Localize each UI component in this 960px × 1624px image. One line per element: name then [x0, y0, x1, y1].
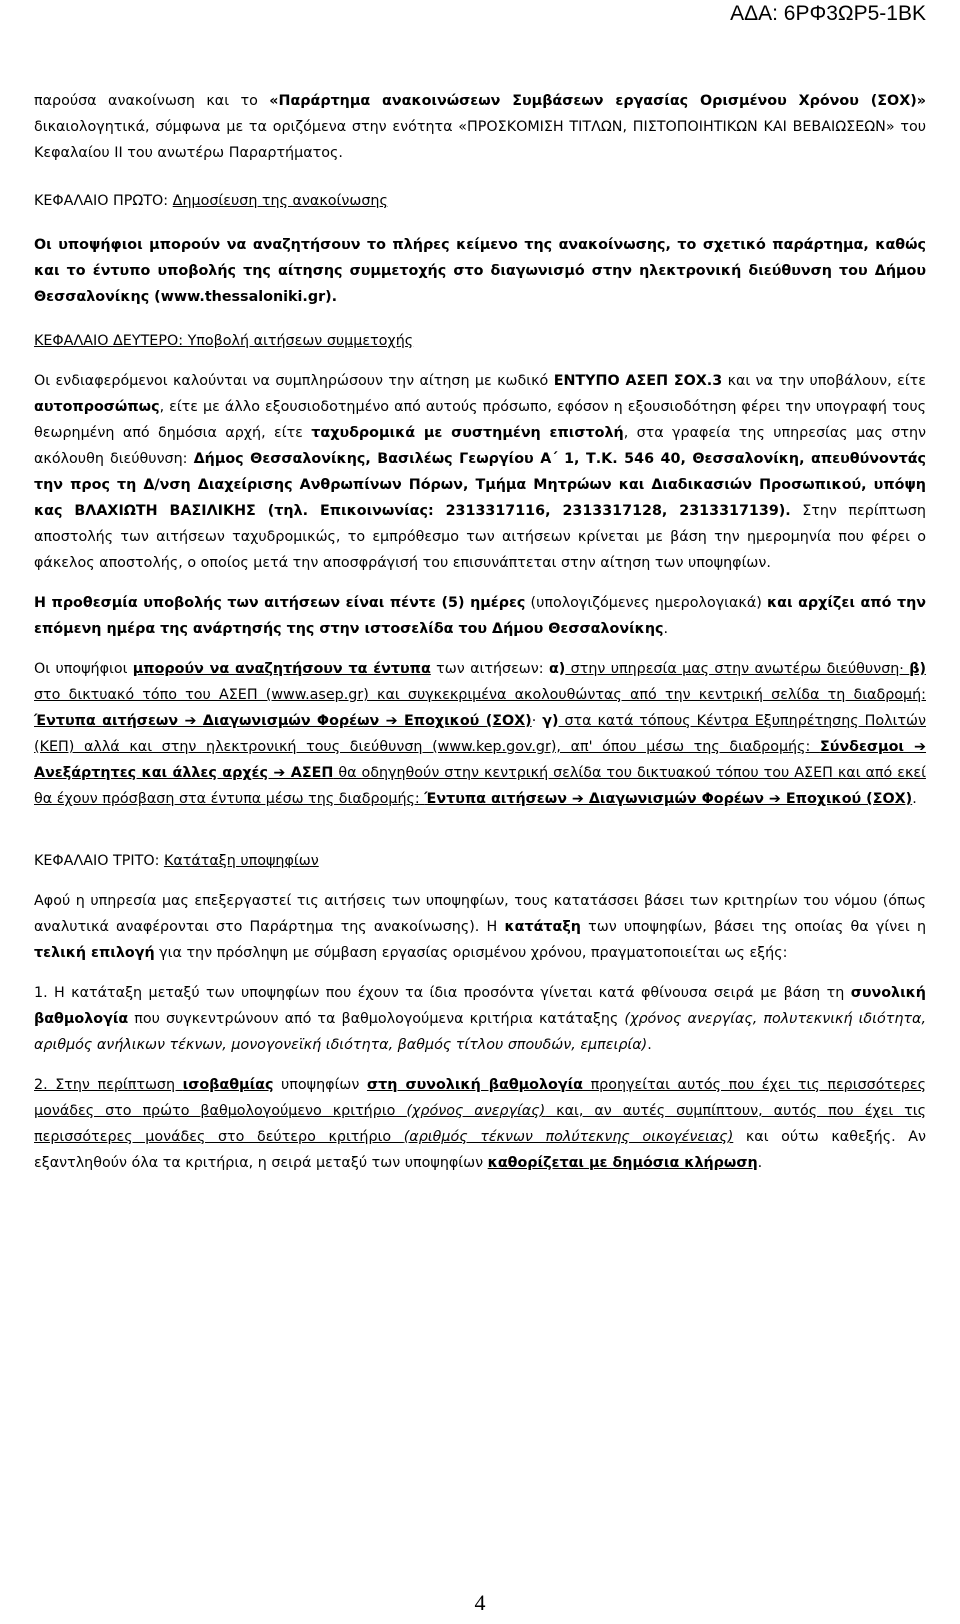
chapter-3-item-1: 1. Η κατάταξη μεταξύ των υποψηφίων που έχουν τα ίδια προσόντα γίνεται κατά φθίνουσα σειρά με βάση τη συνολική βαθμολογία που συγκεντρώνουν από τα βαθμολογούμενα κριτήρια κατάταξης (χρόνος ανεργίας, πολυτεκνική ιδιότητα, αριθμός ανήλικων τέκνων, μονογονεϊκή ιδιότητα, βαθμός τίτλου σπουδών, εμπειρία). — [34, 985, 926, 1053]
chapter-1-body: Οι υποψήφιοι μπορούν να αναζητήσουν το πλήρες κείμενο της ανακοίνωσης, το σχετικό παράρτημα, καθώς και το έντυπο υποβολής της αίτησης συμμετοχής στο διαγωνισμό στην ηλεκτρονική διεύθυνση του Δήμου Θεσσαλονίκης (www.thessaloniki.gr). — [34, 237, 926, 305]
chapter-3-heading: ΚΕΦΑΛΑΙΟ ΤΡΙΤΟ: Κατάταξη υποψηφίων — [34, 853, 319, 869]
chapter-2-deadline: Η προθεσμία υποβολής των αιτήσεων είναι πέντε (5) ημέρες (υπολογιζόμενες ημερολογιακά) και αρχίζει από την επόμενη ημέρα της ανάρτησής της στην ιστοσελίδα του Δήμου Θεσσαλονίκης. — [34, 595, 926, 637]
document-body — [34, 88, 926, 1176]
intro-paragraph: παρούσα ανακοίνωση και το «Παράρτημα ανακοινώσεων Συμβάσεων εργασίας Ορισμένου Χρόνου (ΣΟΧ)» δικαιολογητικά, σύμφωνα με τα οριζόμενα στην ενότητα «ΠΡΟΣΚΟΜΙΣΗ ΤΙΤΛΩΝ, ΠΙΣΤΟΠΟΙΗΤΙΚΩΝ ΚΑΙ ΒΕΒΑΙΩΣΕΩΝ» του Κεφαλαίου ΙΙ του ανωτέρω Παραρτήματος. — [34, 93, 926, 161]
ada-code: ΑΔΑ: 6ΡΦ3ΩΡ5-1ΒΚ — [730, 2, 926, 25]
chapter-3-item-2: 2. Στην περίπτωση ισοβαθμίας υποψηφίων στη συνολική βαθμολογία προηγείται αυτός που έχει τις περισσότερες μονάδες στο πρώτο βαθμολογούμενο κριτήριο (χρόνος ανεργίας) και, αν αυτές συμπίπτουν, αυτός που έχει τις περισσότερες μονάδες στο δεύτερο κριτήριο (αριθμός τέκνων πολύτεκνης οικογένειας) και ούτω καθεξής. Αν εξαντληθούν όλα τα κριτήρια, η σειρά μεταξύ των υποψηφίων καθορίζεται με δημόσια κλήρωση. — [34, 1077, 926, 1171]
chapter-2-forms: Οι υποψήφιοι μπορούν να αναζητήσουν τα έντυπα των αιτήσεων: α) στην υπηρεσία μας στην ανωτέρω διεύθυνση· β) στο δικτυακό τόπο του ΑΣΕΠ (www.asep.gr) και συγκεκριμένα ακολουθώντας από την κεντρική σελίδα τη διαδρομή: Έντυπα αιτήσεων ➔ Διαγωνισμών Φορέων ➔ Εποχικού (ΣΟΧ)· γ) στα κατά τόπους Κέντρα Εξυπηρέτησης Πολιτών (ΚΕΠ) αλλά και στην ηλεκτρονική τους διεύθυνση (www.kep.gov.gr), απ' όπου μέσω της διαδρομής: Σύνδεσμοι ➔ Ανεξάρτητες και άλλες αρχές ➔ ΑΣΕΠ θα οδηγηθούν στην κεντρική σελίδα του δικτυακού τόπου του ΑΣΕΠ και από εκεί θα έχουν πρόσβαση στα έντυπα μέσω της διαδρομής: Έντυπα αιτήσεων ➔ Διαγωνισμών Φορέων ➔ Εποχικού (ΣΟΧ). — [34, 661, 927, 807]
chapter-2-heading: ΚΕΦΑΛΑΙΟ ΔΕΥΤΕΡΟ: Υποβολή αιτήσεων συμμετοχής — [34, 333, 414, 349]
chapter-1-heading: ΚΕΦΑΛΑΙΟ ΠΡΩΤΟ: Δημοσίευση της ανακοίνωσης — [34, 193, 388, 209]
chapter-3-paragraph-1: Αφού η υπηρεσία μας επεξεργαστεί τις αιτήσεις των υποψηφίων, τους κατατάσσει βάσει των κριτηρίων του νόμου (όπως αναλυτικά αναφέρονται στο Παράρτημα της ανακοίνωσης). Η κατάταξη των υποψηφίων, βάσει της οποίας θα γίνει η τελική επιλογή για την πρόσληψη με σύμβαση εργασίας ορισμένου χρόνου, πραγματοποιείται ως εξής: — [34, 893, 927, 961]
page-number: 4 — [474, 1590, 486, 1615]
chapter-2-paragraph-1: Οι ενδιαφερόμενοι καλούνται να συμπληρώσουν την αίτηση με κωδικό ΕΝΤΥΠΟ ΑΣΕΠ ΣΟΧ.3 και να την υποβάλουν, είτε αυτοπροσώπως, είτε με άλλο εξουσιοδοτημένο από αυτούς πρόσωπο, εφόσον η εξουσιοδότηση φέρει την υπογραφή τους θεωρημένη από δημόσια αρχή, είτε ταχυδρομικά με συστημένη επιστολή, στα γραφεία της υπηρεσίας μας στην ακόλουθη διεύθυνση: Δήμος Θεσσαλονίκης, Βασιλέως Γεωργίου Α΄ 1, Τ.Κ. 546 40, Θεσσαλονίκη, απευθύνοντάς την προς τη Δ/νση Διαχείρισης Ανθρωπίνων Πόρων, Τμήμα Μητρώων και Διαδικασιών Προσωπικού, υπόψη κας ΒΛΑΧΙΩΤΗ ΒΑΣΙΛΙΚΗΣ (τηλ. Επικοινωνίας: 2313317116, 2313317128, 2313317139). Στην περίπτωση αποστολής των αιτήσεων ταχυδρομικώς, το εμπρόθεσμο των αιτήσεων κρίνεται με βάση την ημερομηνία που φέρει ο φάκελος αποστολής, ο οποίος μετά την αποσφράγισή του επισυνάπτεται στην αίτηση των υποψηφίων. — [34, 373, 927, 571]
